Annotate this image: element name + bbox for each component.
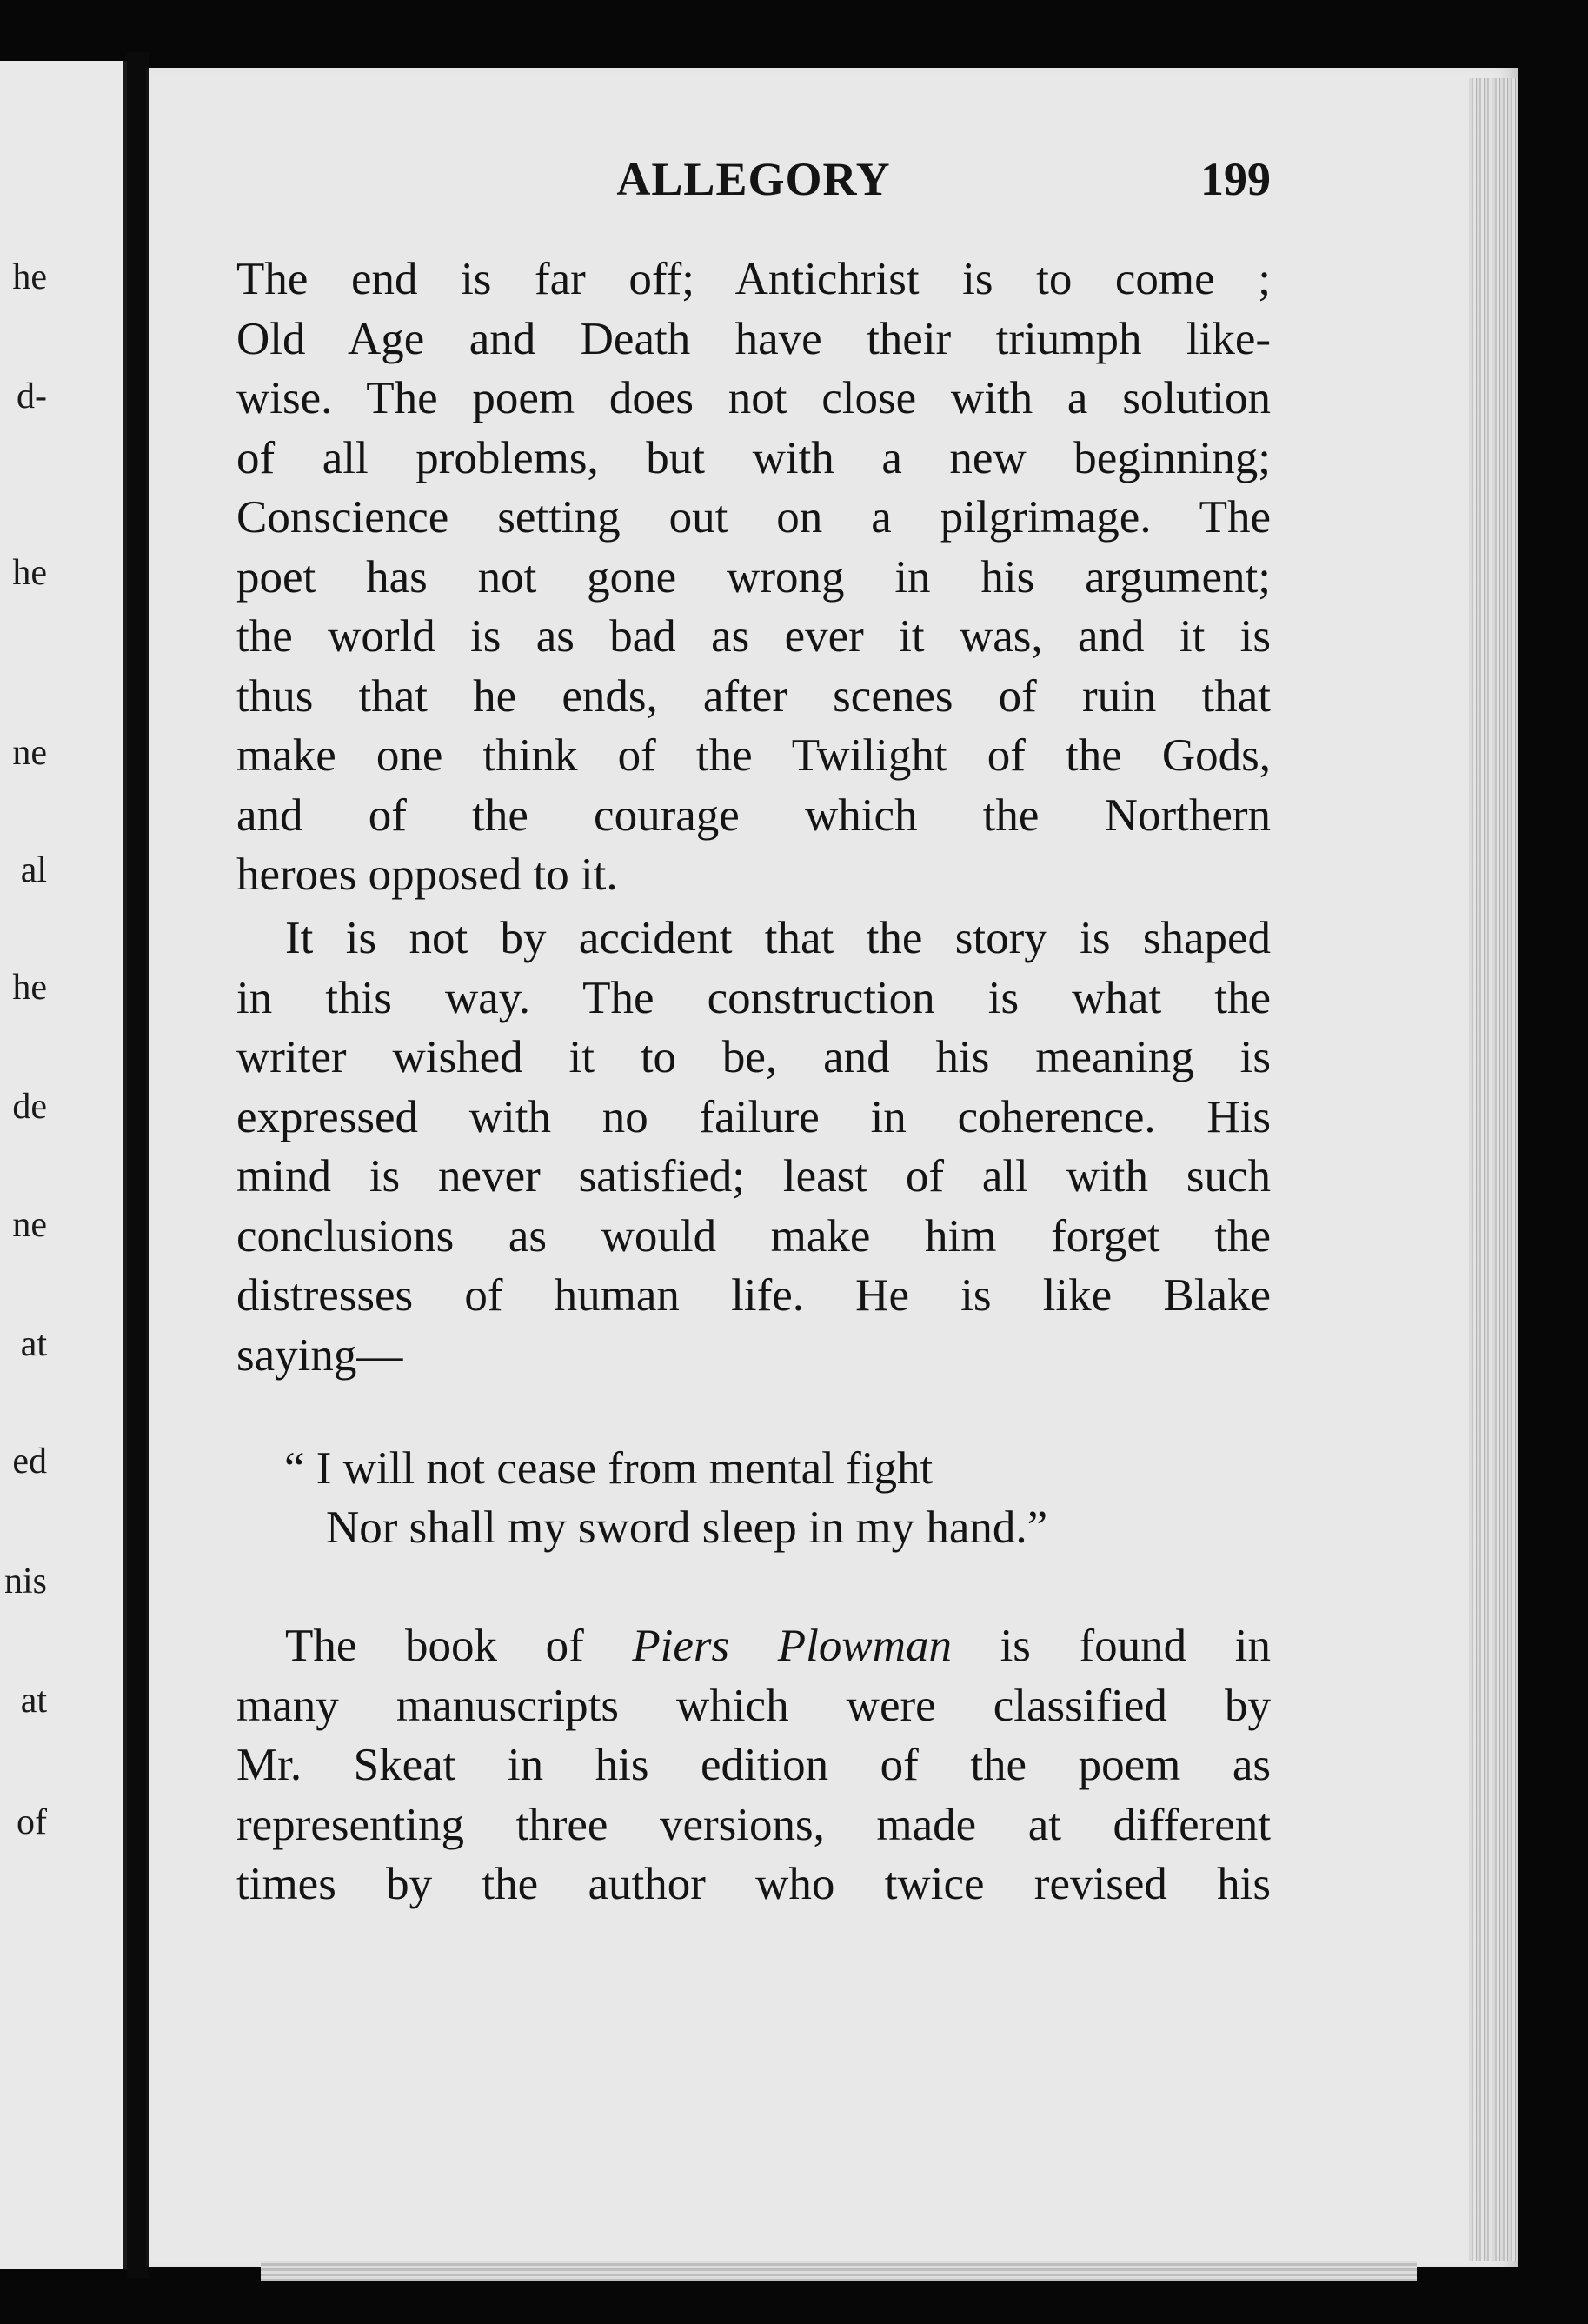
text-run: The book of — [285, 1621, 633, 1671]
facing-page-fragment: al — [20, 850, 47, 890]
text-line: times by the author who twice revised his — [236, 1859, 1271, 1909]
text-line: in this way. The construction is what the — [236, 972, 1271, 1023]
facing-page-fragment: at — [20, 1681, 47, 1721]
facing-page — [0, 61, 127, 2269]
page-bottom-edge — [261, 2261, 1417, 2281]
text-line: the world is as bad as ever it was, and it is — [236, 611, 1271, 662]
facing-page-fragment: he — [12, 968, 47, 1008]
facing-page-fragment: he — [12, 553, 47, 593]
text-line: representing three versions, made at different — [236, 1799, 1271, 1850]
paragraph — [236, 1616, 1271, 1914]
text-run: is found in — [952, 1621, 1271, 1671]
text-line: poet has not gone wrong in his argument; — [236, 551, 1271, 603]
text-line — [236, 1616, 1271, 1676]
running-head — [236, 152, 1271, 213]
facing-page-fragment: he — [12, 257, 47, 297]
text-line: The end is far off; Antichrist is to come ; — [236, 254, 1271, 304]
text-line: mind is never satisfied; least of all with such — [236, 1151, 1271, 1202]
running-title: ALLEGORY — [616, 153, 891, 205]
text-line: It is not by accident that the story is shaped — [285, 913, 1271, 963]
facing-page-fragment: nis — [3, 1562, 47, 1601]
text-line: Old Age and Death have their triumph like- — [236, 313, 1271, 364]
facing-page-fragment: at — [20, 1324, 47, 1364]
text-line: of all problems, but with a new beginning; — [236, 432, 1271, 483]
page-number: 199 — [1200, 153, 1271, 205]
facing-page-fragment: d- — [17, 376, 47, 416]
paragraph — [236, 250, 1271, 905]
text-line: make one think of the Twilight of the Gods, — [236, 730, 1271, 781]
text-line: writer wished it to be, and his meaning is — [236, 1032, 1271, 1082]
quotation-line: “ I will not cease from mental fight — [284, 1443, 934, 1494]
page-edges — [1469, 78, 1518, 2261]
facing-page-fragment: ne — [12, 1205, 47, 1245]
text-line: wise. The poem does not close with a solution — [236, 373, 1271, 423]
paragraph — [236, 909, 1271, 1385]
text-line: and of the courage which the Northern — [236, 789, 1271, 841]
text-line: distresses of human life. He is like Blake — [236, 1270, 1271, 1321]
facing-page-fragment: de — [12, 1087, 47, 1127]
facing-page-fragment: ne — [12, 733, 47, 773]
text-line: expressed with no failure in coherence. His — [236, 1091, 1271, 1142]
book-title: Piers Plowman — [632, 1621, 952, 1671]
facing-page-fragment: of — [17, 1802, 47, 1842]
text-line: many manuscripts which were classified by — [236, 1680, 1271, 1731]
facing-page-fragment: ed — [12, 1442, 47, 1482]
verse-quotation — [284, 1439, 1047, 1557]
text-line: conclusions as would make him forget the — [236, 1210, 1271, 1262]
text-line: Mr. Skeat in his edition of the poem as — [236, 1740, 1271, 1790]
text-line: thus that he ends, after scenes of ruin that — [236, 670, 1271, 722]
quotation-line: Nor shall my sword sleep in my hand.” — [326, 1502, 1048, 1553]
text-line: Conscience setting out on a pilgrimage. The — [236, 492, 1271, 543]
text-line: heroes opposed to it. — [236, 849, 618, 900]
text-line: saying— — [236, 1329, 403, 1381]
